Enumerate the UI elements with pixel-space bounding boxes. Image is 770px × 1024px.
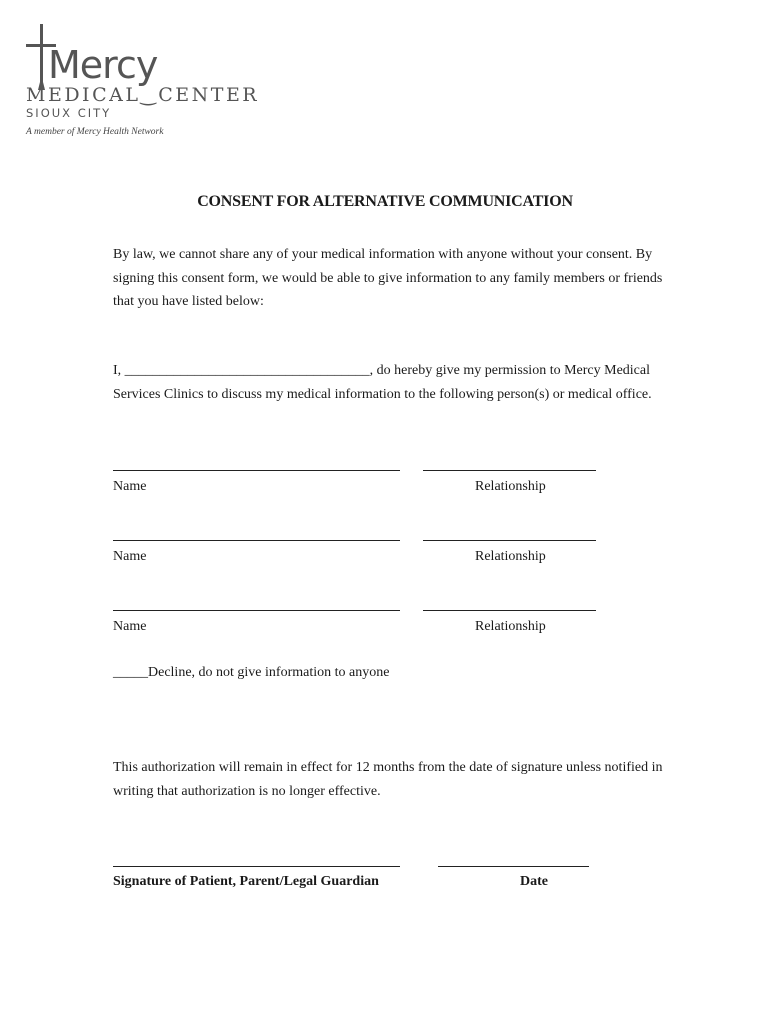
contact-1-relationship-line[interactable]: [423, 470, 596, 471]
contact-3-relationship-label: Relationship: [475, 619, 546, 634]
logo-name: Mercy: [48, 43, 158, 87]
mercy-logo: [22, 22, 262, 142]
contact-1-name-line[interactable]: [113, 470, 400, 471]
contact-1-relationship-label: Relationship: [475, 479, 546, 494]
contact-3-name-line[interactable]: [113, 610, 400, 611]
permission-paragraph: I, ___________________________________, do hereby give my permission to Mercy Medical Services Clinics to discuss my medical information to the following person(s) or medical office.: [113, 363, 652, 402]
logo-subtitle: MEDICAL‿CENTER: [26, 84, 260, 106]
contact-2-relationship-line[interactable]: [423, 540, 596, 541]
contact-2-relationship-label: Relationship: [475, 549, 546, 564]
date-line[interactable]: [438, 866, 589, 867]
authorization-paragraph: This authorization will remain in effect for 12 months from the date of signature unless notified in writing that authorization is no longer effective.: [113, 760, 663, 799]
decline-blank[interactable]: _____: [113, 665, 148, 680]
logo-city: SIOUX CITY: [26, 106, 112, 120]
contact-3-relationship-line[interactable]: [423, 610, 596, 611]
contact-2-name-line[interactable]: [113, 540, 400, 541]
document-title: CONSENT FOR ALTERNATIVE COMMUNICATION: [197, 193, 573, 210]
signature-label: Signature of Patient, Parent/Legal Guardian: [113, 874, 379, 889]
signature-line[interactable]: [113, 866, 400, 867]
contact-1-name-label: Name: [113, 479, 147, 494]
contact-3-name-label: Name: [113, 619, 147, 634]
patient-name-blank[interactable]: ___________________________________: [124, 363, 370, 378]
contact-2-name-label: Name: [113, 549, 147, 564]
logo-tagline: A member of Mercy Health Network: [26, 127, 164, 137]
intro-paragraph: By law, we cannot share any of your medical information with anyone without your consent. By signing this consent form, we would be able to give information to any family members or friends that you have listed below:: [113, 247, 663, 309]
decline-option: _____Decline, do not give information to anyone: [113, 665, 390, 680]
date-label: Date: [520, 874, 548, 889]
